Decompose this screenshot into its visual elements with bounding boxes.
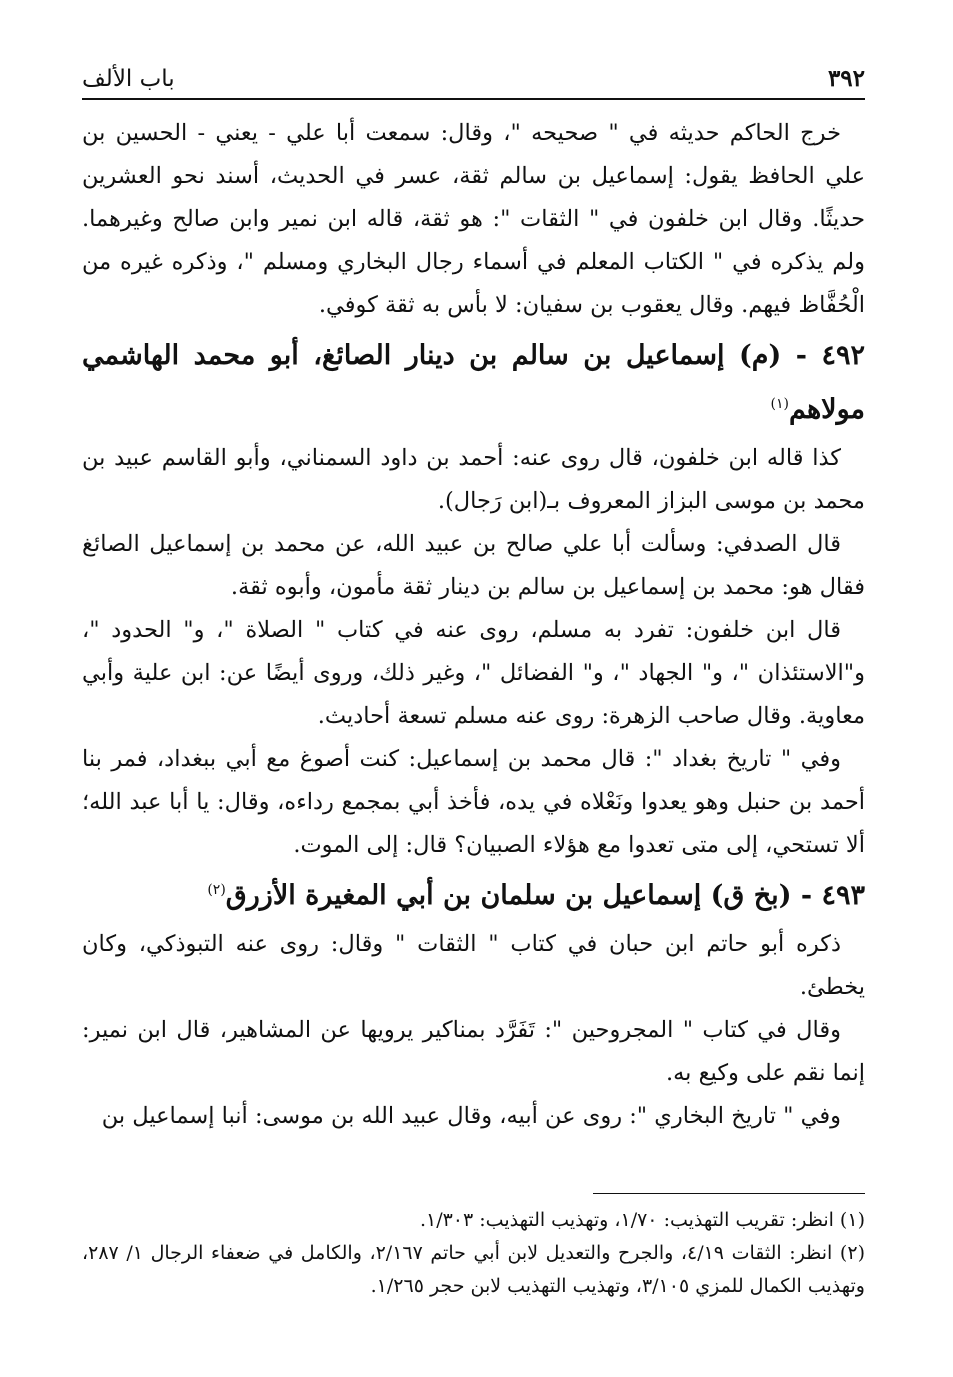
footnote-1: (١) انظر: تقريب التهذيب: ١/٧٠، وتهذيب التهذيب: ١/٣٠٣.: [419, 1209, 865, 1231]
footnote-divider: [593, 1193, 865, 1194]
paragraph-5: وفي " تاريخ بغداد ": قال محمد بن إسماعيل: كنت أصوغ مع أبي ببغداد، فمر بنا أحمد بن حنبل وهو يعدوا ونَعْلاه في يده، فأخذ أبي بمجمع رداءه، وقال: يا أبا عبد الله؛ ألا تستحي، إلى متى تعدوا مع هؤلاء الصبيان؟ قال: إلى الموت.: [82, 746, 865, 858]
entry-heading-493: [82, 869, 865, 923]
paragraph-8: وفي " تاريخ البخاري ": روى عن أبيه، وقال عبيد الله بن موسى: أنبا إسماعيل بن: [101, 1103, 841, 1129]
main-text: [82, 112, 865, 1138]
paragraph-1: خرج الحاكم حديثه في " صحيحه "، وقال: سمعت أبا علي - يعني - الحسين بن علي الحافظ يقول: إسماعيل بن سالم ثقة، عسر في الحديث، أسند نحو العشرين حديثًا. وقال ابن خلفون في " الثقات ": هو ثقة، قاله ابن نمير وابن صالح وغيرهما. ولم يذكره في " الكتاب المعلم في أسماء رجال البخاري ومسلم "، وذكره غيره من الْحُفَّاظ فيهم. وقال يعقوب بن سفيان: لا بأس به ثقة كوفي.: [82, 120, 865, 318]
paragraph-7: وقال في كتاب " المجروحين ": تَفَرَّد بمناكير يرويها عن المشاهير، قال ابن نمير: إنما نقم على وكيع به.: [82, 1017, 865, 1086]
footnote-2: (٢) انظر: الثقات ٤/١٩، والجرح والتعديل لابن أبي حاتم ٢/١٦٧، والكامل في ضعفاء الرجال ١/ ٢٨٧، وتهذيب الكمال للمزي ٣/١٠٥، وتهذيب التهذيب لابن حجر ١/٢٦٥.: [82, 1242, 865, 1297]
entry-heading-492-text: ٤٩٢ - (م) إسماعيل بن سالم بن دينار الصائغ، أبو محمد الهاشمي مولاهم: [82, 340, 865, 425]
paragraph-3: قال الصدفي: وسألت أبا علي صالح بن عبيد الله، عن محمد بن إسماعيل الصائغ فقال هو: محمد بن إسماعيل بن سالم بن دينار ثقة مأمون، وأبوه ثقة.: [82, 531, 865, 600]
paragraph-4: قال ابن خلفون: تفرد به مسلم، روى عنه في كتاب " الصلاة "، و" الحدود "، و"الاستئذان "، و" الجهاد "، و" الفضائل "، وغير ذلك، وروى أيضًا عن: ابن علية وأبي معاوية. وقال صاحب الزهرة: روى عنه مسلم تسعة أحاديث.: [82, 617, 865, 729]
paragraph-2: كذا قاله ابن خلفون، قال روى عنه: أحمد بن داود السمناني، وأبو القاسم عبيد بن محمد بن موسى البزاز المعروف بـ(ابن رَجال).: [82, 445, 865, 514]
section-title: باب الألف: [82, 66, 175, 92]
entry-heading-492: [82, 329, 865, 437]
paragraph-6: ذكره أبو حاتم ابن حبان في كتاب " الثقات " وقال: روى عنه التبوذكي، وكان يخطئ.: [82, 931, 865, 1000]
page-number: ٣٩٢: [827, 65, 865, 92]
book-page: [82, 60, 865, 1347]
footnote-ref-1[interactable]: (١): [770, 396, 789, 412]
footnotes: [82, 1193, 865, 1303]
running-header: [82, 60, 865, 100]
footnote-ref-2[interactable]: (٢): [207, 882, 226, 898]
entry-heading-493-text: ٤٩٣ - (بخ ق) إسماعيل بن سلمان بن أبي المغيرة الأزرق: [225, 880, 865, 911]
